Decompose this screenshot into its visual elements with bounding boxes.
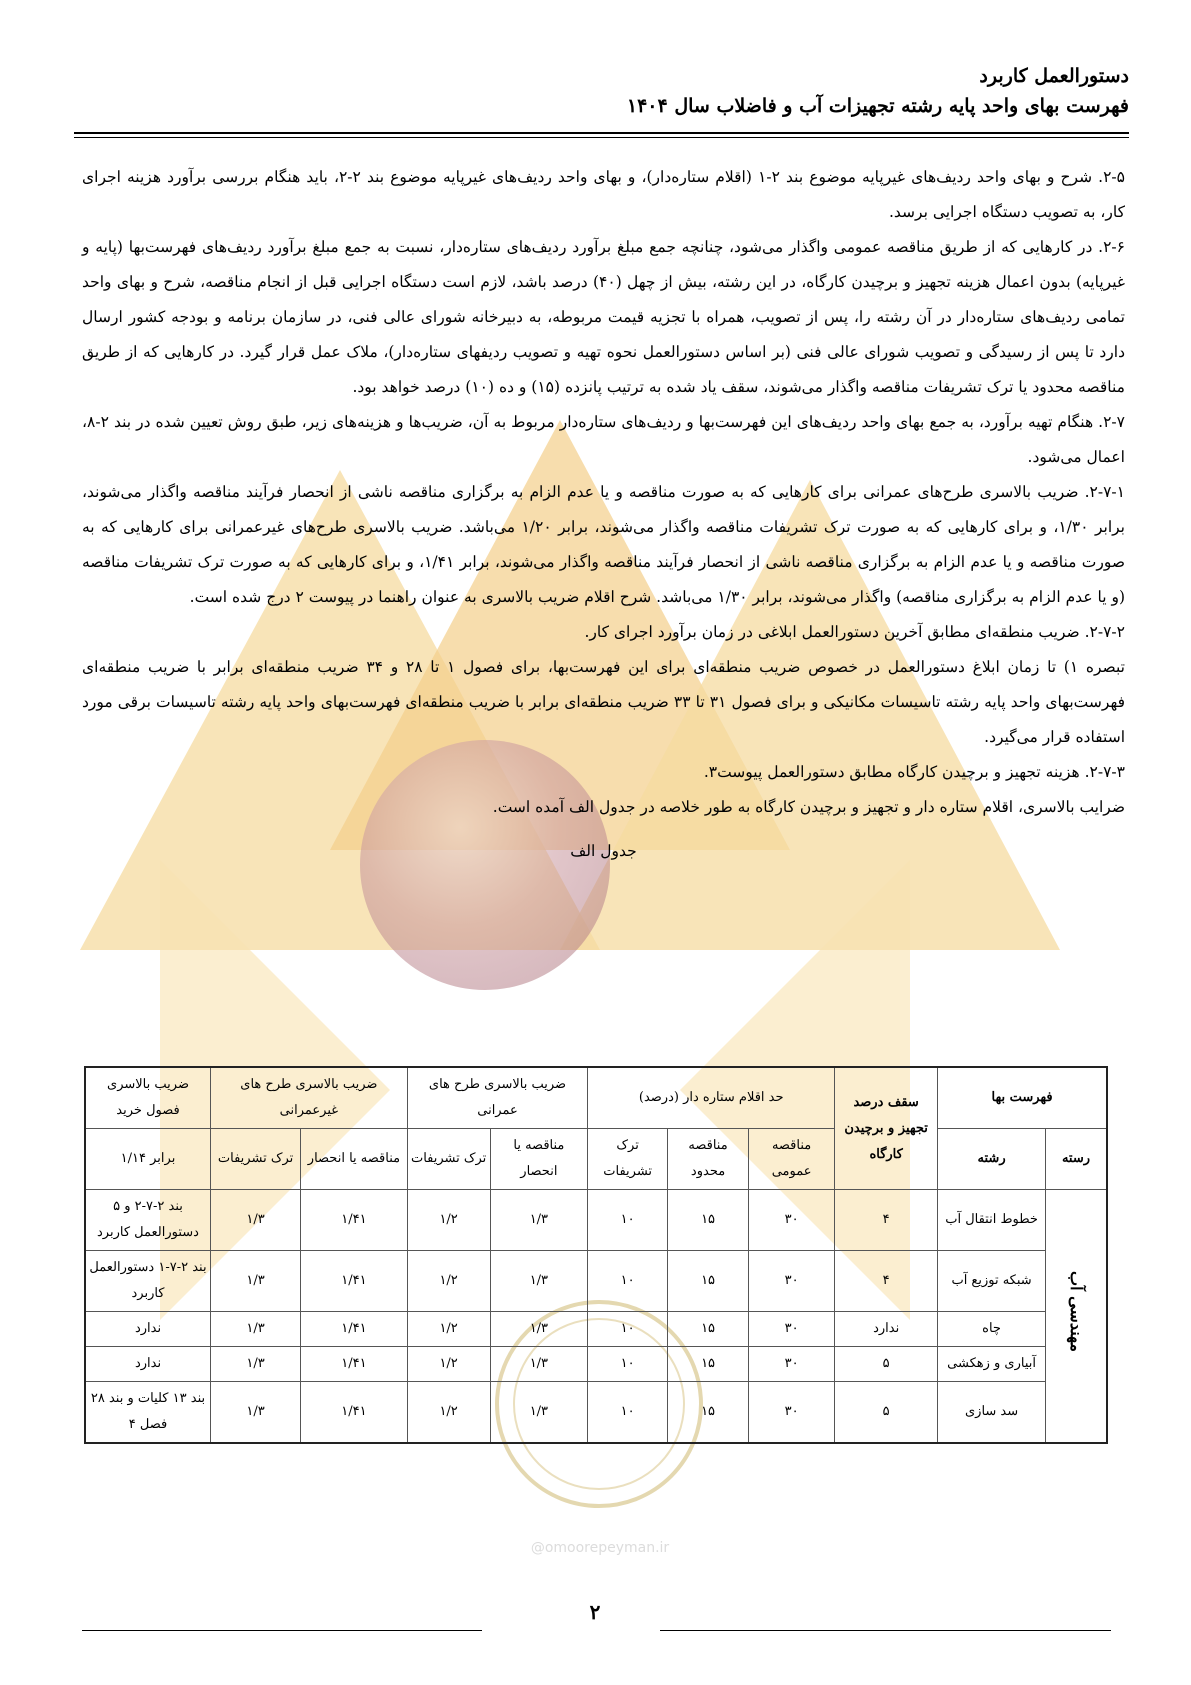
cell-noncivil-waiver: ۱/۳ bbox=[211, 1251, 301, 1312]
footer-rule-left bbox=[82, 1630, 482, 1631]
cell-civil-tender: ۱/۳ bbox=[490, 1190, 588, 1251]
cell-noncivil-tender: ۱/۴۱ bbox=[301, 1312, 408, 1347]
cell-purchase: ندارد bbox=[85, 1347, 211, 1382]
header-waiver-star: ترک تشریفات bbox=[588, 1129, 668, 1190]
cell-field: خطوط انتقال آب bbox=[938, 1190, 1046, 1251]
page-number: ۲ bbox=[589, 1600, 601, 1624]
cell-civil-waiver: ۱/۲ bbox=[407, 1251, 490, 1312]
cell-noncivil-waiver: ۱/۳ bbox=[211, 1190, 301, 1251]
cell-purchase: بند ۲-۷-۱ دستورالعمل کاربرد bbox=[85, 1251, 211, 1312]
cell-public: ۳۰ bbox=[749, 1382, 835, 1444]
cell-limited: ۱۵ bbox=[668, 1312, 749, 1347]
cell-noncivil-tender: ۱/۴۱ bbox=[301, 1251, 408, 1312]
paragraph-2-7: ۲-۷. هنگام تهیه برآورد، به جمع بهای واحد ردیف‌های این فهرست‌بها و ردیف‌های ستاره‌دار مربوط به آن، ضریب‌ها و هزینه‌های زیر، طبق روش تعیین شده در بند ۲-۸، اعمال می‌شود. bbox=[82, 413, 1125, 466]
header-civil-tender: مناقصه یا انحصار bbox=[490, 1129, 588, 1190]
watermark-url: @omoorepeyman.ir bbox=[530, 1540, 670, 1556]
body-text bbox=[82, 160, 1125, 869]
cell-noncivil-tender: ۱/۴۱ bbox=[301, 1382, 408, 1444]
cell-purchase: بند ۱۳ کلیات و بند ۲۸ فصل ۴ bbox=[85, 1382, 211, 1444]
cell-public: ۳۰ bbox=[749, 1251, 835, 1312]
cell-civil-tender: ۱/۳ bbox=[490, 1251, 588, 1312]
header-category: رسته bbox=[1046, 1129, 1108, 1190]
header-star-items: حد اقلام ستاره دار (درصد) bbox=[588, 1067, 835, 1129]
cell-cap: ۴ bbox=[835, 1190, 938, 1251]
paragraph-summary: ضرایب بالاسری، اقلام ستاره دار و تجهیز و برچیدن کارگاه به طور خلاصه در جدول الف آمده است. bbox=[492, 798, 1125, 816]
header-purchase-value: برابر ۱/۱۴ bbox=[85, 1129, 211, 1190]
paragraph-note-1: تبصره ۱) تا زمان ابلاغ دستورالعمل در خصوص ضریب منطقه‌ای برای این فهرست‌بها، برای فصول ۱ تا ۲۸ و ۳۴ ضریب منطقه‌ای برابر با ضریب منطقه‌ای فهرست‌بهای واحد پایه رشته تاسیسات مکانیکی و برای فصول ۳۱ تا ۳۳ ضریب منطقه‌ای برابر با ضریب منطقه‌ای فهرست‌بهای واحد پایه رشته تاسیسات برقی مورد استفاده قرار می‌گیرد. bbox=[82, 658, 1125, 746]
cell-civil-tender: ۱/۳ bbox=[490, 1382, 588, 1444]
cell-waiver: ۱۰ bbox=[588, 1382, 668, 1444]
table-caption: جدول الف bbox=[570, 842, 637, 860]
category-cell bbox=[1046, 1190, 1108, 1444]
header-purchase-overhead: ضریب بالاسری فصول خرید bbox=[85, 1067, 211, 1129]
cell-purchase: بند ۲-۷-۲ و ۵ دستورالعمل کاربرد bbox=[85, 1190, 211, 1251]
cell-public: ۳۰ bbox=[749, 1312, 835, 1347]
cell-purchase: ندارد bbox=[85, 1312, 211, 1347]
paragraph-2-7-2: ۲-۷-۲. ضریب منطقه‌ای مطابق آخرین دستورالعمل ابلاغی در زمان برآورد اجرای کار. bbox=[584, 623, 1125, 641]
paragraph-2-7-3: ۲-۷-۳. هزینه تجهیز و برچیدن کارگاه مطابق دستورالعمل پیوست۳. bbox=[703, 763, 1125, 781]
cell-field: چاه bbox=[938, 1312, 1046, 1347]
header-setup-cap: سقف درصد تجهیز و برچیدن کارگاه bbox=[835, 1067, 938, 1190]
cell-public: ۳۰ bbox=[749, 1190, 835, 1251]
table-header-row-1 bbox=[85, 1067, 1107, 1129]
cell-public: ۳۰ bbox=[749, 1347, 835, 1382]
header-public-tender: مناقصه عمومی bbox=[749, 1129, 835, 1190]
header-noncivil-tender: مناقصه یا انحصار bbox=[301, 1129, 408, 1190]
page-header bbox=[627, 62, 1129, 122]
cell-limited: ۱۵ bbox=[668, 1190, 749, 1251]
cell-waiver: ۱۰ bbox=[588, 1190, 668, 1251]
header-civil-overhead: ضریب بالاسری طرح های عمرانی bbox=[407, 1067, 588, 1129]
cell-cap: ندارد bbox=[835, 1312, 938, 1347]
table-header-row-2 bbox=[85, 1129, 1107, 1190]
cell-limited: ۱۵ bbox=[668, 1382, 749, 1444]
header-noncivil-waiver: ترک تشریفات bbox=[211, 1129, 301, 1190]
header-rule-thick bbox=[74, 132, 1129, 134]
cell-civil-waiver: ۱/۲ bbox=[407, 1312, 490, 1347]
header-subtitle: فهرست بهای واحد پایه رشته تجهیزات آب و فاضلاب سال ۱۴۰۴ bbox=[626, 95, 1129, 117]
paragraph-2-5: ۲-۵. شرح و بهای واحد ردیف‌های غیرپایه موضوع بند ۲-۱ (اقلام ستاره‌دار)، و بهای واحد ردیف‌های غیرپایه موضوع بند ۲-۲، باید هنگام بررسی برآورد هزینه اجرای کار، به تصویب دستگاه اجرایی برسد. bbox=[82, 168, 1125, 221]
cell-limited: ۱۵ bbox=[668, 1251, 749, 1312]
header-noncivil-overhead: ضریب بالاسری طرح های غیرعمرانی bbox=[211, 1067, 408, 1129]
table-row bbox=[85, 1251, 1107, 1312]
cell-limited: ۱۵ bbox=[668, 1347, 749, 1382]
cell-waiver: ۱۰ bbox=[588, 1251, 668, 1312]
category-label: مهندسی آب bbox=[1067, 1270, 1086, 1352]
table-row bbox=[85, 1382, 1107, 1444]
footer-rule-right bbox=[660, 1630, 1111, 1631]
cell-civil-waiver: ۱/۲ bbox=[407, 1190, 490, 1251]
cell-field: شبکه توزیع آب bbox=[938, 1251, 1046, 1312]
cell-cap: ۴ bbox=[835, 1251, 938, 1312]
cell-field: سد سازی bbox=[938, 1382, 1046, 1444]
header-field: رشته bbox=[938, 1129, 1046, 1190]
cell-field: آبیاری و زهکشی bbox=[938, 1347, 1046, 1382]
table-row bbox=[85, 1190, 1107, 1251]
cell-waiver: ۱۰ bbox=[588, 1312, 668, 1347]
cell-civil-tender: ۱/۳ bbox=[490, 1347, 588, 1382]
header-civil-waiver: ترک تشریفات bbox=[407, 1129, 490, 1190]
cell-noncivil-tender: ۱/۴۱ bbox=[301, 1347, 408, 1382]
header-price-list: فهرست بها bbox=[938, 1067, 1107, 1129]
table-row bbox=[85, 1347, 1107, 1382]
cell-noncivil-waiver: ۱/۳ bbox=[211, 1312, 301, 1347]
cell-civil-waiver: ۱/۲ bbox=[407, 1382, 490, 1444]
table-row bbox=[85, 1312, 1107, 1347]
coefficients-table bbox=[84, 1066, 1108, 1444]
paragraph-2-6: ۲-۶. در کارهایی که از طریق مناقصه عمومی واگذار می‌شود، چنانچه جمع مبلغ برآورد ردیف‌های ستاره‌دار، نسبت به جمع مبلغ برآورد ردیف‌های فهرست‌بها (پایه و غیرپایه) بدون اعمال هزینه تجهیز و برچیدن کارگاه، در این رشته، بیش از چهل (۴۰) درصد باشد، لازم است دستگاه اجرایی قبل از انجام مناقصه، شرح و بهای واحد تمامی ردیف‌های ستاره‌دار در آن رشته را، پس از تصویب، همراه با تجزیه قیمت مربوطه، به دبیرخانه شورای عالی فنی، در سازمان برنامه و بودجه کشور ارسال دارد تا پس از رسیدگی و تصویب شورای عالی فنی (بر اساس دستورالعمل نحوه تهیه و تصویب ردیفهای ستاره‌دار)، ملاک عمل قرار گیرد. در کارهایی که از طریق مناقصه محدود یا ترک تشریفات مناقصه واگذار می‌شوند، سقف یاد شده به ترتیب پانزده (۱۵) و ده (۱۰) درصد خواهد بود. bbox=[82, 238, 1126, 396]
cell-noncivil-tender: ۱/۴۱ bbox=[301, 1190, 408, 1251]
header-title: دستورالعمل کاربرد bbox=[979, 65, 1129, 87]
cell-cap: ۵ bbox=[835, 1382, 938, 1444]
paragraph-2-7-1: ۲-۷-۱. ضریب بالاسری طرح‌های عمرانی برای کارهایی که به صورت مناقصه و یا عدم الزام به برگزاری مناقصه ناشی از انحصار فرآیند مناقصه واگذار می‌شوند، برابر ۱/۳۰، و برای کارهایی که به صورت ترک تشریفات مناقصه واگذار می‌شوند، برابر ۱/۲۰ می‌باشد. ضریب بالاسری طرح‌های غیرعمرانی برای کارهایی که به صورت مناقصه و یا عدم الزام به برگزاری مناقصه ناشی از انحصار فرآیند مناقصه واگذار می‌شوند، برابر ۱/۴۱، و برای کارهایی که به صورت ترک تشریفات مناقصه (و یا عدم الزام به برگزاری مناقصه) واگذار می‌شوند، برابر ۱/۳۰ می‌باشد. شرح اقلام ضریب بالاسری به عنوان راهنما در پیوست ۲ درج شده است. bbox=[82, 483, 1125, 606]
header-limited-tender: مناقصه محدود bbox=[668, 1129, 749, 1190]
cell-waiver: ۱۰ bbox=[588, 1347, 668, 1382]
cell-noncivil-waiver: ۱/۳ bbox=[211, 1347, 301, 1382]
cell-cap: ۵ bbox=[835, 1347, 938, 1382]
cell-civil-tender: ۱/۳ bbox=[490, 1312, 588, 1347]
header-rule-thin bbox=[74, 137, 1129, 138]
cell-civil-waiver: ۱/۲ bbox=[407, 1347, 490, 1382]
cell-noncivil-waiver: ۱/۳ bbox=[211, 1382, 301, 1444]
